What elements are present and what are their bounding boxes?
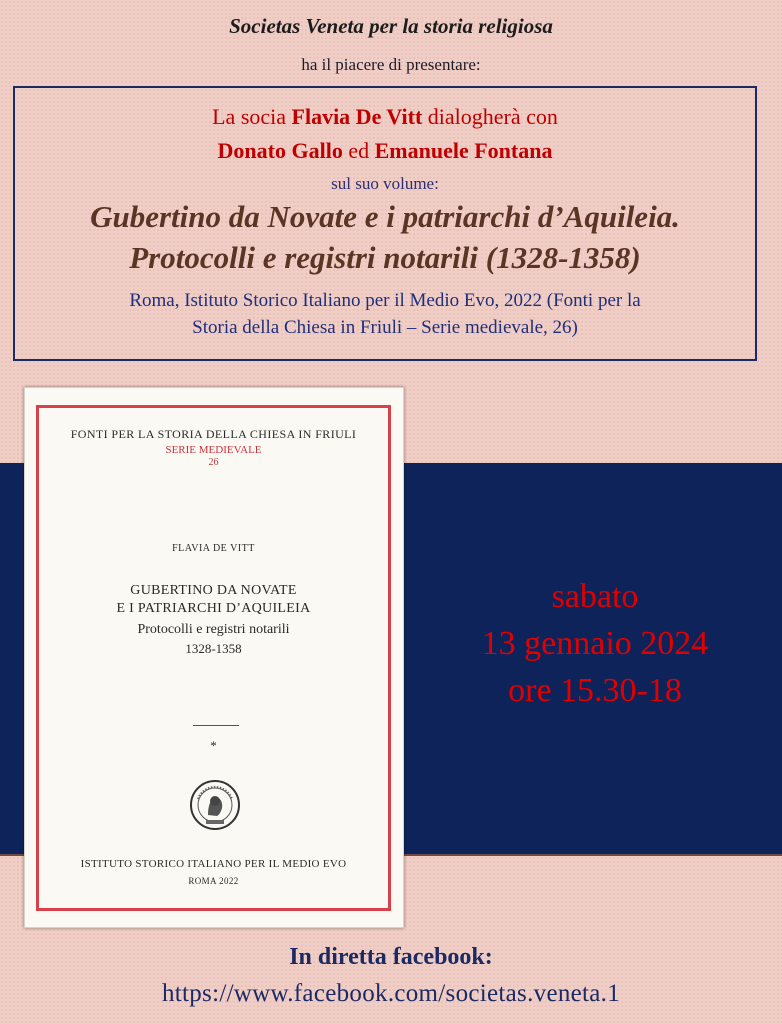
publication-line2: Storia della Chiesa in Friuli – Serie medievale, 26) <box>192 317 578 338</box>
book-cover-image <box>24 387 404 928</box>
cover-place: ROMA 2022 <box>188 876 239 886</box>
cover-number: 26 <box>208 457 219 468</box>
book-title-line2: Protocolli e registri notarili (1328-1358) <box>129 240 641 275</box>
cover-subseries: SERIE MEDIEVALE <box>165 444 262 456</box>
event-date: 13 gennaio 2024 <box>481 625 709 662</box>
cover-title-2: E I PATRIARCHI D’AQUILEIA <box>116 601 311 616</box>
book-title-line1: Gubertino da Novate e i patriarchi d’Aquileia. <box>90 199 680 234</box>
presentation-subtitle: ha il piacere di presentare: <box>301 55 481 74</box>
book-title <box>15 196 755 278</box>
cover-title-1: GUBERTINO DA NOVATE <box>130 583 297 598</box>
facebook-label: In diretta facebook: <box>289 944 493 970</box>
discussants-line <box>15 138 755 164</box>
cover-frame <box>36 405 391 911</box>
discussant-1: Donato Gallo <box>217 138 343 163</box>
cover-series: FONTI PER LA STORIA DELLA CHIESA IN FRIULI <box>70 427 357 441</box>
cover-publisher: ISTITUTO STORICO ITALIANO PER IL MEDIO EVO <box>80 858 347 870</box>
publication-line1: Roma, Istituto Storico Italiano per il Medio Evo, 2022 (Fonti per la <box>129 290 641 311</box>
author-name: Flavia De Vitt <box>291 104 423 129</box>
cover-title-3: Protocolli e registri notarili <box>137 622 290 637</box>
event-datetime <box>430 573 760 714</box>
facebook-url[interactable]: https://www.facebook.com/societas.veneta.1 <box>161 980 621 1007</box>
organization-title: Societas Veneta per la storia religiosa <box>229 14 553 38</box>
cover-years: 1328-1358 <box>185 641 242 656</box>
presenter-line <box>15 104 755 130</box>
line1-prefix: La socia <box>212 104 292 129</box>
volume-intro: sul suo volume: <box>331 174 439 193</box>
cover-author: FLAVIA DE VITT <box>172 543 255 554</box>
announcement-box <box>13 86 757 361</box>
discussant-2: Emanuele Fontana <box>374 138 553 163</box>
cover-ornament: * <box>210 738 217 753</box>
event-time: ore 15.30-18 <box>508 672 682 709</box>
publication-info <box>15 287 755 341</box>
conjunction: ed <box>342 138 375 163</box>
event-day: sabato <box>551 578 639 615</box>
cover-rule <box>193 725 239 726</box>
line1-suffix: dialogherà con <box>422 104 558 129</box>
seal-medallion-icon <box>189 779 241 831</box>
